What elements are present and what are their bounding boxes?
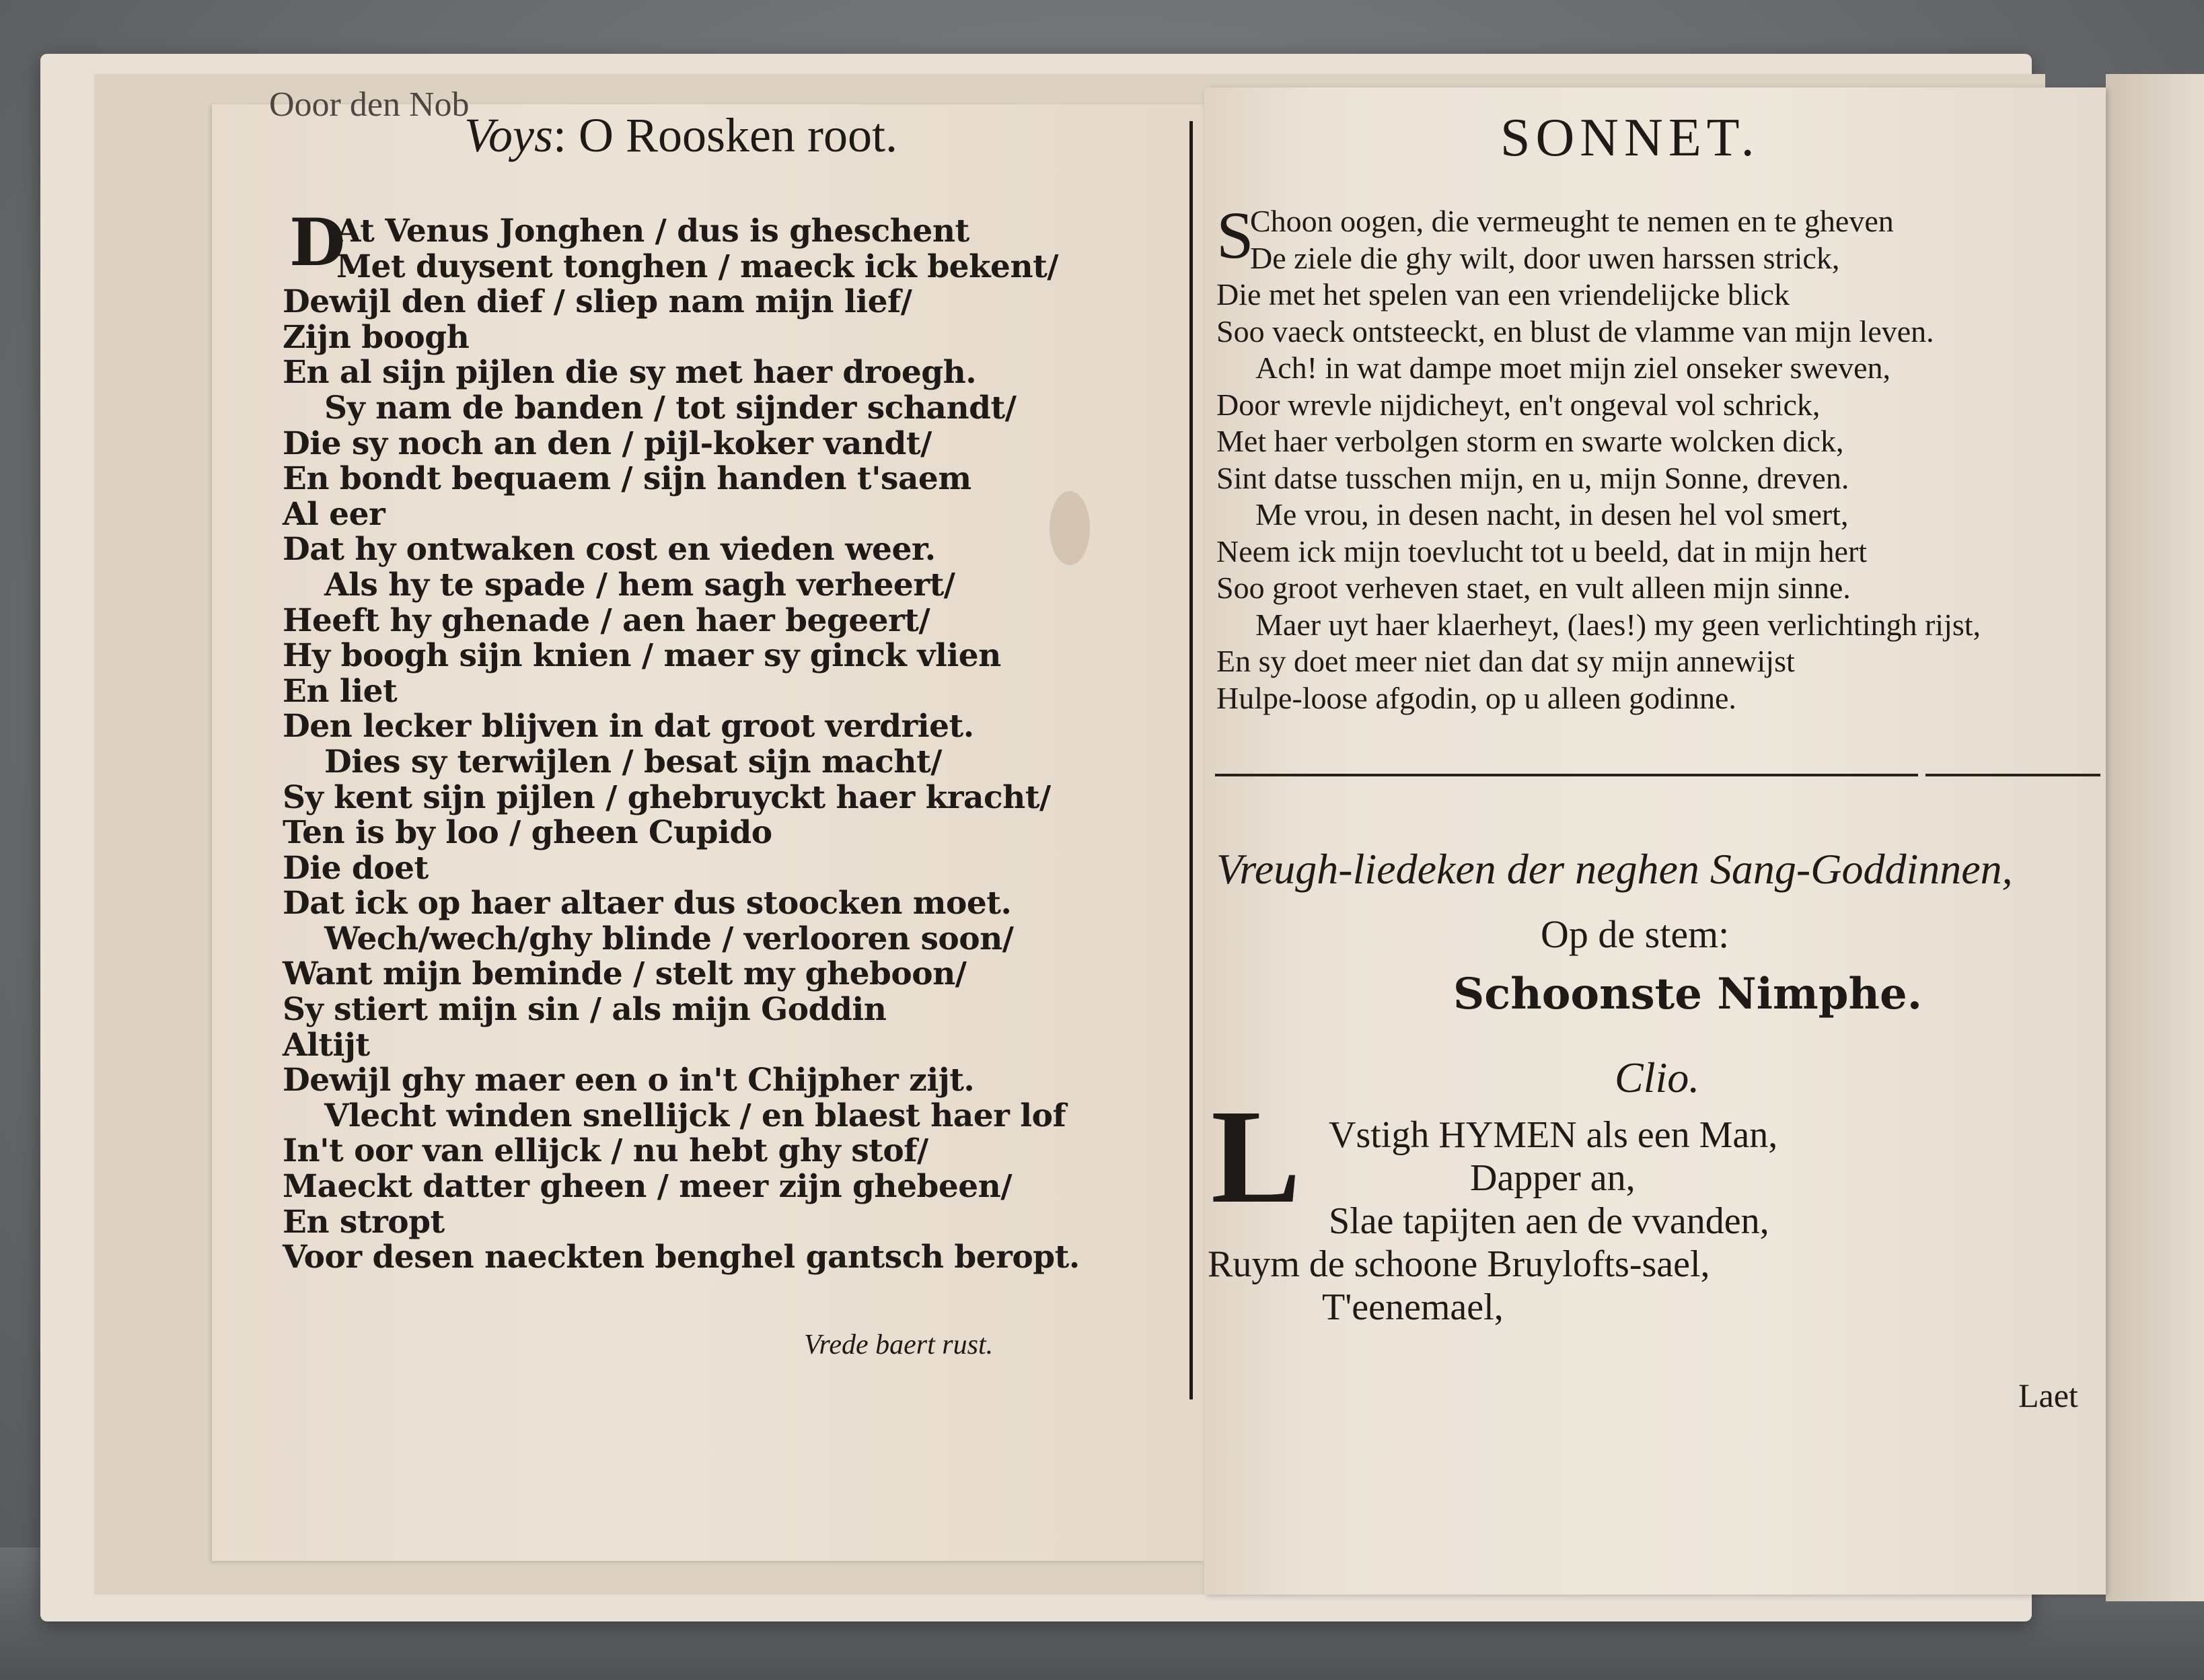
poem-line: Zijn boogh <box>283 318 470 356</box>
sonnet-line: Neem ick mijn toevlucht tot u beeld, dat in mijn hert <box>1216 534 1868 569</box>
horizontal-rule <box>1215 774 1918 776</box>
sonnet-line: Sint datse tusschen mijn, en u, mijn Sonne, dreven. <box>1216 460 1849 495</box>
poem-line: Als hy te spade / hem sagh verheert/ <box>324 566 955 604</box>
poem-line: Voor desen naeckten benghel gantsch beropt. <box>283 1239 1080 1276</box>
poem-line: Sy nam de banden / tot sijnder schandt/ <box>324 389 1017 427</box>
sonnet-line: De ziele die ghy wilt, door uwen harssen strick, <box>1250 240 1840 275</box>
poem-line: Want mijn beminde / stelt my gheboon/ <box>283 955 967 993</box>
poem-line: Vlecht winden snellijck / en blaest haer lof <box>324 1097 1066 1134</box>
poem-line: Met duysent tonghen / maeck ick bekent/ <box>336 248 1058 285</box>
song-line: T'eenemael, <box>1322 1286 1504 1328</box>
song-line: Ruym de schoone Bruylofts-sael, <box>1208 1243 1710 1285</box>
poem-line: Die doet <box>283 849 429 887</box>
song-text <box>1208 1113 1777 1329</box>
drop-cap-l: L <box>1211 1083 1301 1231</box>
poem-line: Dat hy ontwaken cost en vieden weer. <box>283 531 936 569</box>
poem-line: Sy kent sijn pijlen / ghebruyckt haer kracht/ <box>283 778 1051 816</box>
sonnet-line: Hulpe-loose afgodin, op u alleen godinne. <box>1216 680 1736 715</box>
heading-prefix: Voys <box>464 108 553 162</box>
poem-line: Dat ick op haer altaer dus stoocken moet. <box>283 885 1012 922</box>
sonnet-line: Door wrevle nijdicheyt, en't ongeval vol schrick, <box>1216 387 1821 422</box>
drop-cap-s: S <box>1216 198 1254 272</box>
left-page-heading <box>464 108 897 163</box>
song-line: Vstigh HYMEN als een Man, <box>1329 1114 1778 1156</box>
sonnet-line: Ach! in wat dampe moet mijn ziel onseker sweven, <box>1255 351 1890 385</box>
next-page-edge <box>2106 74 2204 1601</box>
poem-line: In't oor van ellijck / nu hebt ghy stof/ <box>283 1132 928 1170</box>
poem-line: En stropt <box>283 1203 445 1241</box>
poem-line: Dewijl ghy maer een o in't Chijpher zijt. <box>283 1062 975 1099</box>
sonnet-line: Maer uyt haer klaerheyt, (laes!) my geen verlichtingh rijst, <box>1255 607 1981 642</box>
song-line: Slae tapijten aen de vvanden, <box>1329 1200 1769 1242</box>
sonnet-line: Me vrou, in desen nacht, in desen hel vol smert, <box>1255 497 1849 532</box>
poem-line: Heeft hy ghenade / aen haer begeert/ <box>283 601 930 639</box>
song-title: Vreugh-liedeken der neghen Sang-Goddinnen, <box>1216 845 2013 893</box>
song-tune-name: Schoonste Nimphe. <box>1453 969 1923 1019</box>
sonnet-line: Met haer verbolgen storm en swarte wolcken dick, <box>1216 424 1844 458</box>
poem-line: Dies sy terwijlen / besat sijn macht/ <box>324 743 942 780</box>
sonnet-line: Die met het spelen van een vriendelijcke blick <box>1216 277 1790 312</box>
poem-line: Al eer <box>283 495 385 533</box>
sonnet-line: Choon oogen, die vermeught te nemen en te gheven <box>1250 204 1894 238</box>
blackletter-poem <box>283 214 1103 1276</box>
poem-line: At Venus Jonghen / dus is gheschent <box>336 213 969 250</box>
column-rule <box>1189 121 1193 1399</box>
song-stem-label: Op de stem: <box>1541 912 1730 956</box>
poem-line: Maeckt datter gheen / meer zijn ghebeen/ <box>283 1168 1012 1206</box>
poem-line: Hy boogh sijn knien / maer sy ginck vlien <box>283 637 1001 675</box>
horizontal-rule-short <box>1925 774 2100 776</box>
poem-line: Sy stiert mijn sin / als mijn Goddin <box>283 991 887 1029</box>
poem-line: Dewijl den dief / sliep nam mijn lief/ <box>283 283 912 321</box>
torn-page-header: Ooor den Nob <box>269 85 470 118</box>
left-page-motto: Vrede baert rust. <box>804 1329 994 1360</box>
poem-line: Altijt <box>283 1026 370 1064</box>
poem-line: En al sijn pijlen die sy met haer droegh. <box>283 354 977 392</box>
sonnet-line: Soo vaeck ontsteeckt, en blust de vlamme van mijn leven. <box>1216 314 1934 349</box>
sonnet-line: En sy doet meer niet dan dat sy mijn annewijst <box>1216 644 1795 678</box>
sonnet-text <box>1216 198 2111 717</box>
drop-cap-d: D <box>289 205 346 281</box>
poem-line: Die sy noch an den / pijl-koker vandt/ <box>283 425 932 462</box>
poem-line: Ten is by loo / gheen Cupido <box>283 814 772 852</box>
poem-line: En liet <box>283 672 398 710</box>
song-line: Dapper an, <box>1470 1157 1636 1199</box>
poem-line: En bondt bequaem / sijn handen t'saem <box>283 460 971 498</box>
poem-line: Wech/wech/ghy blinde / verlooren soon/ <box>324 920 1014 957</box>
catchword: Laet <box>2018 1377 2078 1414</box>
sonnet-line: Soo groot verheven staet, en vult alleen mijn sinne. <box>1216 571 1851 605</box>
muse-name: Clio. <box>1615 1054 1700 1101</box>
poem-line: Den lecker blijven in dat groot verdriet. <box>283 708 974 745</box>
heading-colon: : <box>552 108 566 162</box>
sonnet-title: SONNET. <box>1500 108 1760 168</box>
heading-title: O Roosken root. <box>579 108 897 162</box>
